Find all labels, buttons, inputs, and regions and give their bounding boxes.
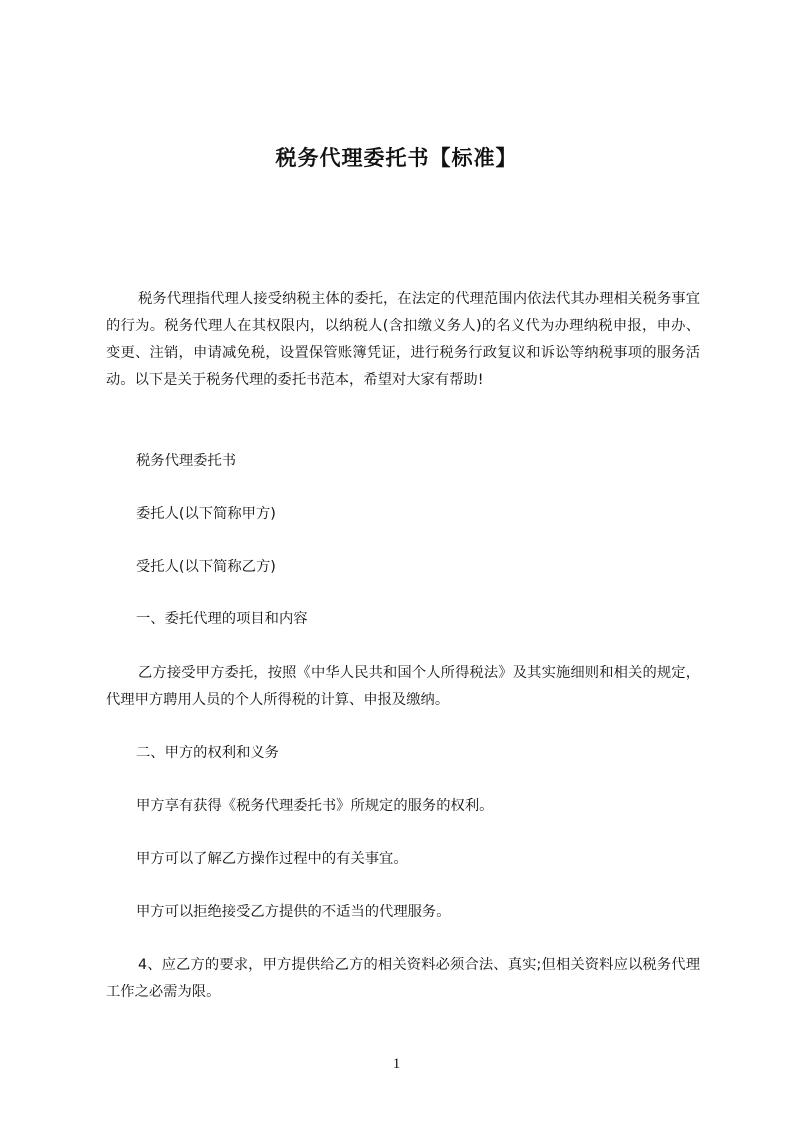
section2-heading: 二、甲方的权利和义务	[136, 745, 279, 761]
section1-body: 乙方接受甲方委托，按照《中华人民共和国个人所得税法》及其实施细则和相关的规定，代理甲方聘用人员的个人所得税的计算、申报及缴纳。	[106, 665, 700, 708]
right-item-3: 甲方可以拒绝接受乙方提供的不适当的代理服务。	[136, 904, 451, 920]
right-item-1: 甲方享有获得《税务代理委托书》所规定的服务的权利。	[136, 798, 494, 814]
document-title: 税务代理委托书【标准】	[275, 146, 518, 170]
page-number: 1	[392, 1056, 401, 1072]
intro-paragraph: 税务代理指代理人接受纳税主体的委托，在法定的代理范围内依法代其办理相关税务事宜的行为。税务代理人在其权限内，以纳税人(含扣缴义务人)的名义代为办理纳税申报，申办、变更、注销，申请减免税，设置保管账簿凭证，进行税务行政复议和诉讼等纳税事项的服务活动。以下是关于税务代理的委托书范本，希望对大家有帮助!	[106, 291, 700, 388]
subtitle-line: 税务代理委托书	[136, 453, 237, 469]
section1-heading: 一、委托代理的项目和内容	[136, 611, 308, 627]
principal-line: 委托人(以下简称甲方)	[136, 506, 276, 522]
right-item-2: 甲方可以了解乙方操作过程中的有关事宜。	[136, 851, 408, 867]
duty-item-4: 4、应乙方的要求，甲方提供给乙方的相关资料必须合法、真实;但相关资料应以税务代理工作之必需为限。	[106, 957, 700, 1000]
agent-line: 受托人(以下简称乙方)	[136, 559, 276, 575]
